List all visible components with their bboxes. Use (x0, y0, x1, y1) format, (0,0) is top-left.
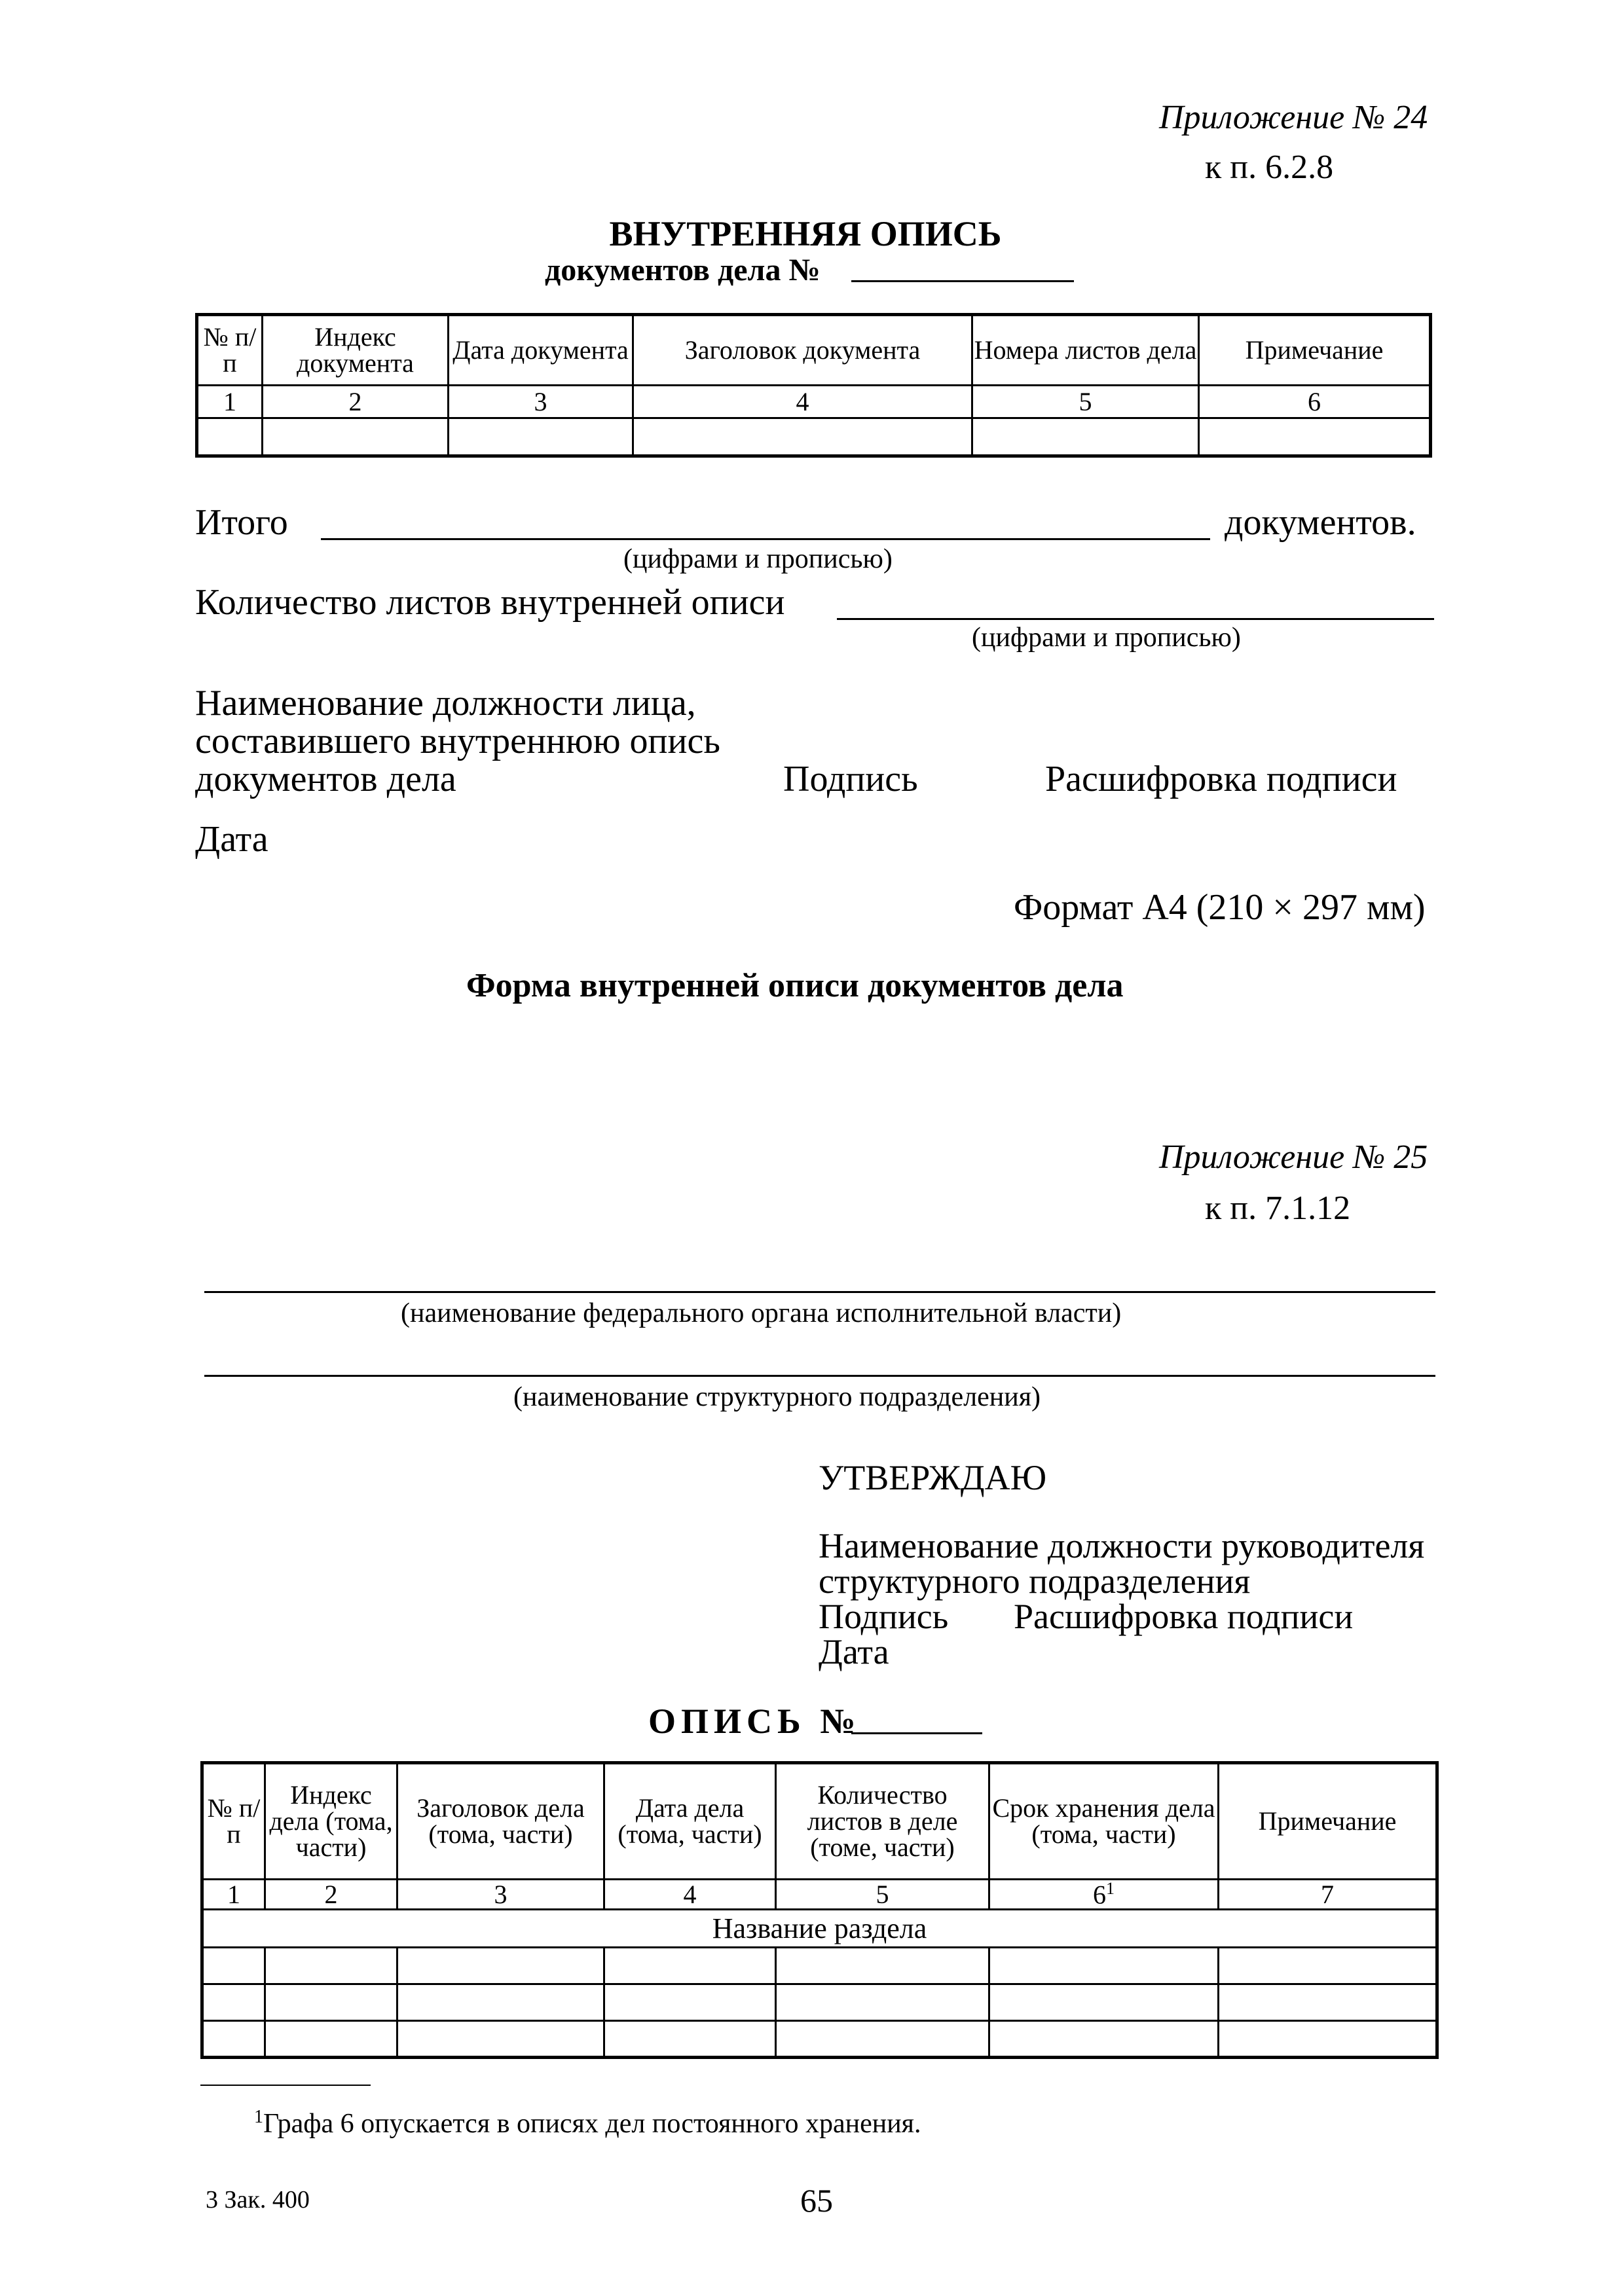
total-hint: (цифрами и прописью) (623, 544, 893, 574)
format-label: Формат А4 (210 × 297 мм) (1014, 887, 1426, 928)
inventory-table (200, 1761, 1439, 2059)
signature-decode-label: Расшифровка подписи (1045, 759, 1397, 799)
org-line (204, 1291, 1435, 1293)
t2-colnum-3: 3 (397, 1880, 604, 1910)
t2-colnum-1: 1 (202, 1880, 265, 1910)
t2-section-row: Название раздела (202, 1910, 1437, 1948)
inventory-number-line (851, 1732, 982, 1734)
position-line-2: составившего внутреннюю опись (195, 721, 720, 761)
appendix-25-label: Приложение № 25 (1159, 1139, 1428, 1176)
t1-colnum-2: 2 (263, 386, 449, 418)
page-number: 65 (800, 2182, 833, 2219)
footnote-separator (200, 2085, 371, 2086)
t2-empty-row (202, 2021, 1437, 2058)
form1-subtitle: документов дела № (545, 253, 821, 287)
inventory-title: ОПИСЬ № (648, 1702, 861, 1741)
t2-header-sheets: Количество листов в деле (томе, части) (776, 1763, 989, 1880)
total-line (321, 538, 1210, 540)
t1-colnum-6: 6 (1199, 386, 1431, 418)
date-label: Дата (195, 819, 268, 860)
t2-empty-row (202, 1984, 1437, 2021)
t2-empty-row (202, 1948, 1437, 1984)
dept-line (204, 1375, 1435, 1377)
approve-decode: Расшифровка подписи (1014, 1597, 1354, 1636)
appendix-24-label: Приложение № 24 (1159, 99, 1428, 136)
t2-colnum-6-footnote-mark: 1 (1106, 1879, 1115, 1899)
t1-header-note: Примечание (1199, 315, 1431, 386)
t1-header-date: Дата документа (449, 315, 633, 386)
position-line-1: Наименование должности лица, (195, 683, 696, 723)
approve-heading: УТВЕРЖДАЮ (819, 1458, 1047, 1497)
total-label: Итого (195, 502, 288, 543)
sheets-hint: (цифрами и прописью) (972, 623, 1241, 653)
t2-header-index: Индекс дела (тома, части) (265, 1763, 397, 1880)
appendix-24-ref: к п. 6.2.8 (1205, 149, 1334, 186)
approve-line-2: структурного подразделения (819, 1561, 1251, 1601)
t1-header-title: Заголовок документа (633, 315, 972, 386)
t1-colnum-3: 3 (449, 386, 633, 418)
t2-header-note: Примечание (1219, 1763, 1437, 1880)
dept-hint: (наименование структурного подразделения) (513, 1382, 1041, 1412)
t1-header-sheets: Номера листов дела (972, 315, 1199, 386)
inner-inventory-table (195, 313, 1432, 458)
signature-label: Подпись (783, 759, 918, 799)
footnote-text: Графа 6 опускается в описях дел постоянного хранения. (263, 2109, 921, 2139)
appendix-25-ref: к п. 7.1.12 (1205, 1190, 1351, 1227)
t1-colnum-1: 1 (197, 386, 263, 418)
t2-colnum-2: 2 (265, 1880, 397, 1910)
sheets-label: Количество листов внутренней описи (195, 582, 785, 623)
t2-header-term: Срок хранения дела (тома, части) (989, 1763, 1219, 1880)
form1-caption: Форма внутренней описи документов дела (466, 967, 1124, 1004)
t1-colnum-5: 5 (972, 386, 1199, 418)
org-hint: (наименование федерального органа исполнительной власти) (401, 1298, 1122, 1328)
t2-header-num: № п/п (202, 1763, 265, 1880)
t2-colnum-5: 5 (776, 1880, 989, 1910)
total-suffix: документов. (1225, 502, 1416, 543)
t2-colnum-6 (989, 1880, 1219, 1910)
footnote (254, 2107, 921, 2140)
t2-colnum-6-text: 6 (1093, 1880, 1106, 1910)
approve-signature: Подпись (819, 1597, 949, 1636)
t2-colnum-7: 7 (1219, 1880, 1437, 1910)
t1-colnum-4: 4 (633, 386, 972, 418)
form1-title-text: ВНУТРЕННЯЯ ОПИСЬ (609, 214, 1002, 253)
footnote-mark: 1 (254, 2107, 263, 2127)
position-line-3: документов дела (195, 759, 456, 799)
approve-date: Дата (819, 1632, 889, 1671)
t2-colnum-4: 4 (604, 1880, 776, 1910)
approve-line-1: Наименование должности руководителя (819, 1526, 1425, 1565)
order-number: 3 Зак. 400 (206, 2186, 310, 2214)
t1-header-index: Индекс документа (263, 315, 449, 386)
t1-header-num: № п/п (197, 315, 263, 386)
t1-empty-row (197, 418, 1431, 456)
form1-title (0, 213, 1624, 254)
t2-header-title: Заголовок дела (тома, части) (397, 1763, 604, 1880)
t2-header-date: Дата дела (тома, части) (604, 1763, 776, 1880)
case-number-line (851, 280, 1074, 282)
sheets-line (837, 618, 1434, 620)
